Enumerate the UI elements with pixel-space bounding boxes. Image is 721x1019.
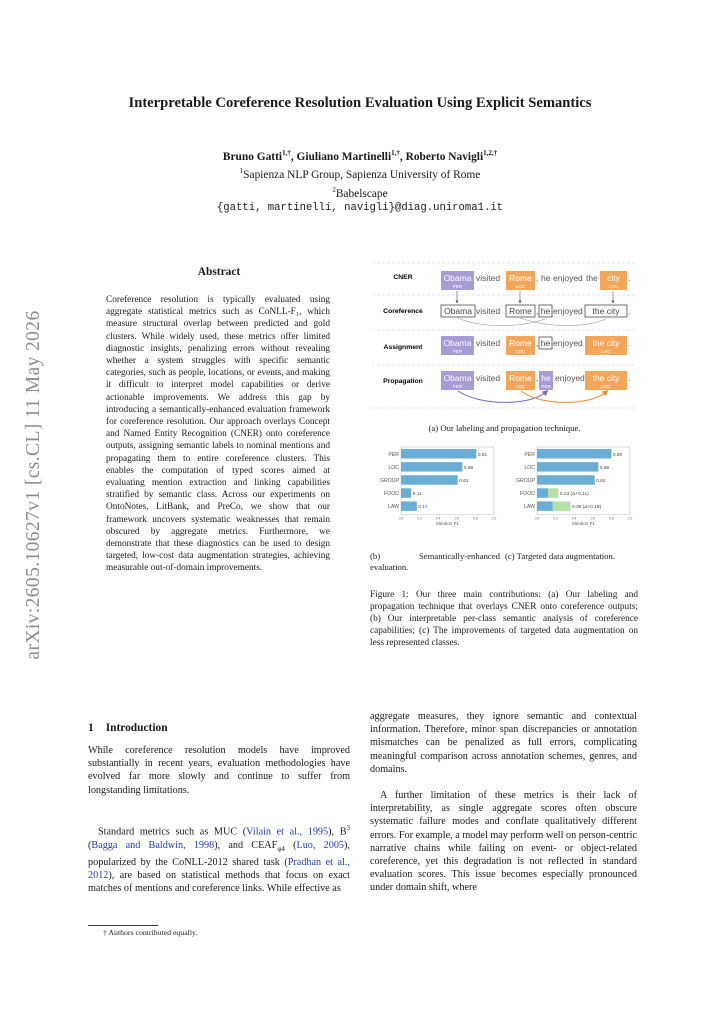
propagation-arrow-loc xyxy=(521,391,606,402)
row-label-assignment: Assignment xyxy=(383,344,423,351)
author-name: Roberto Navigli xyxy=(405,150,484,163)
author-block xyxy=(60,146,660,216)
right-column-paragraph-1: aggregate measures, they ignore semantic and contextual information. Therefore, minor span discrepancies or annotation mismatches can be penalized as full errors, complicating meaningful comparison across annotation schemes, genres, and domains. xyxy=(370,711,637,775)
svg-text:Rome: Rome xyxy=(509,338,532,348)
svg-text:Rome: Rome xyxy=(509,306,532,316)
svg-text:the: the xyxy=(586,273,598,283)
svg-text:enjoyed: enjoyed xyxy=(553,273,583,283)
svg-text:PER: PER xyxy=(452,384,463,389)
bar xyxy=(537,462,598,472)
svg-text:Rome: Rome xyxy=(509,273,532,283)
x-axis-label: Mention F1 xyxy=(436,521,459,526)
citation-link[interactable]: Pradhan et al., 2012 xyxy=(88,856,350,882)
svg-text:,: , xyxy=(536,338,539,348)
author-names: Bruno Gatti$^{1,\dagger}$, Giuliano Martinelli$^{1,\dagger}$, Roberto Navigli$^{1,2,\dagger}$ xyxy=(222,149,498,163)
bar xyxy=(537,475,595,485)
bar xyxy=(537,449,611,459)
bar xyxy=(401,449,476,459)
x-tick-label: 0.0 xyxy=(398,516,404,521)
svg-text:.: . xyxy=(628,273,631,283)
bar xyxy=(401,488,411,498)
affiliation-1: $^1$Sapienza NLP Group, Sapienza University of Rome xyxy=(239,167,481,182)
x-tick-label: 0.8 xyxy=(609,516,614,521)
citation-link[interactable]: Bagga and Baldwin, 1998 xyxy=(91,839,215,851)
category-label: GROUP xyxy=(379,478,399,485)
x-tick-label: 1.0 xyxy=(627,516,633,521)
data-label: 0.61 xyxy=(459,479,469,485)
right-column-paragraph-2: A further limitation of these metrics is their lack of interpretability, as single aggregate scores often obscure systematic failure modes and conflate qualitatively different errors. For example, a model may perform well on person-centric narrative chains while failing on event- or object-related coreference, yet this degradation is not reflected in standard evaluation scores. This issue becomes especially pronounced under domain shift, where xyxy=(370,790,637,894)
svg-text:LOC: LOC xyxy=(515,349,526,354)
author-name: Giuliano Martinelli xyxy=(296,150,392,163)
svg-text:visited: visited xyxy=(476,338,501,348)
chart-data-augmentation xyxy=(506,443,636,543)
section-heading: 1 Introduction xyxy=(88,722,168,734)
data-label: 0.66 xyxy=(463,465,474,471)
x-tick-label: 1.0 xyxy=(491,516,497,521)
propagation-arrow-per xyxy=(458,391,546,402)
category-label: PER xyxy=(524,451,535,458)
author-name: Bruno Gatti xyxy=(222,150,283,163)
svg-text:enjoyed: enjoyed xyxy=(555,373,585,383)
svg-text:visited: visited xyxy=(476,306,501,316)
x-axis-label: Mention F1 xyxy=(572,521,595,526)
x-tick-label: 0.0 xyxy=(534,516,540,521)
arxiv-stamp xyxy=(10,290,60,680)
data-label: 0.17 xyxy=(418,505,428,511)
svg-text:enjoyed: enjoyed xyxy=(553,338,583,348)
category-label: LOC xyxy=(524,464,535,471)
data-label: 0.66 xyxy=(599,465,610,471)
figure-1b-caption: (b) Semantically-enhanced evaluation. xyxy=(370,551,500,572)
category-label: FOOD xyxy=(384,491,399,498)
bar xyxy=(401,475,458,485)
x-tick-label: 0.6 xyxy=(454,516,460,521)
svg-text:the city: the city xyxy=(592,306,620,316)
paper-title: Interpretable Coreference Resolution Evaluation Using Explicit Semantics xyxy=(128,95,592,111)
figure-1a-caption: (a) Our labeling and propagation technique. xyxy=(428,423,581,433)
svg-text:.: . xyxy=(628,306,631,316)
figure-1c-caption: (c) Targeted data augmentation. xyxy=(505,551,616,561)
svg-text:PER: PER xyxy=(452,284,463,289)
svg-text:PER: PER xyxy=(541,384,551,389)
svg-text:LOC: LOC xyxy=(515,284,526,289)
data-label: 0.23 (Δ+0.11) xyxy=(559,492,589,498)
x-tick-label: 0.8 xyxy=(473,516,478,521)
svg-text:LOC: LOC xyxy=(601,384,611,389)
x-tick-label: 0.4 xyxy=(435,516,441,521)
svg-text:he: he xyxy=(541,373,551,383)
category-label: LAW xyxy=(387,504,399,511)
abstract-heading: Abstract xyxy=(197,266,241,278)
row-label-coreference: Coreference xyxy=(383,308,423,315)
x-tick-label: 0.2 xyxy=(553,516,558,521)
footnote: † Authors contributed equally. xyxy=(103,928,198,937)
bar xyxy=(537,501,553,511)
svg-text:the city: the city xyxy=(592,338,620,348)
svg-text:,: , xyxy=(536,306,539,316)
svg-text:he: he xyxy=(540,338,551,348)
figure-1a-diagram xyxy=(370,262,639,412)
category-label: LAW xyxy=(523,504,535,511)
citation-link[interactable]: Vilain et al., 1995 xyxy=(246,826,329,838)
bar xyxy=(401,501,417,511)
x-tick-label: 0.4 xyxy=(571,516,577,521)
augmentation-bar xyxy=(548,488,558,498)
svg-text:enjoyed: enjoyed xyxy=(553,306,583,316)
intro-paragraph-2: Standard metrics such as MUC (Vilain et al., 1995), $B^3$ (Bagga and Baldwin, 1998), and $CEAF_{\varphi 4}$ (Luo, 2005), popularized by the CoNLL-2012 shared task (Pradhan et al., 2012), are based on statistical methods that focus on exact matches of mentions and coreference links. While effective as xyxy=(88,824,350,895)
svg-text:,: , xyxy=(536,273,539,283)
bar xyxy=(537,488,548,498)
author-email: {gatti, martinelli, navigli}@diag.uniroma1.it xyxy=(216,202,504,215)
svg-text:he: he xyxy=(540,306,551,316)
data-label: 0.36 (Δ+0.19) xyxy=(571,505,602,511)
data-label: 0.80 xyxy=(612,452,623,458)
svg-text:city: city xyxy=(607,273,620,283)
arxiv-identifier: arXiv:2605.10627v1 [cs.CL] 11 May 2026 xyxy=(23,310,44,660)
data-label: 0.62 xyxy=(596,479,606,485)
svg-text:,: , xyxy=(536,373,539,383)
svg-text:.: . xyxy=(628,373,631,383)
footnote-rule xyxy=(88,925,158,926)
chart-semantic-evaluation xyxy=(370,443,500,543)
x-tick-label: 0.2 xyxy=(417,516,422,521)
svg-text:.: . xyxy=(628,338,631,348)
svg-text:he: he xyxy=(541,273,551,283)
category-label: FOOD xyxy=(520,491,535,498)
svg-text:visited: visited xyxy=(476,273,501,283)
citation-link[interactable]: Luo, 2005 xyxy=(296,839,345,851)
svg-text:LOC: LOC xyxy=(515,384,526,389)
svg-text:visited: visited xyxy=(476,373,501,383)
data-label: 0.81 xyxy=(477,452,488,458)
svg-text:Rome: Rome xyxy=(509,373,532,383)
svg-text:Obama: Obama xyxy=(444,306,472,316)
figure-1-caption: Figure 1: Our three main contributions: (a) Our labeling and propagation technique that overlays CNER onto coreference outputs; (b) Our interpretable per-class semantic analysis of coreference capabilities; (c) The improvements of targeted data augmentation on less represented classes. xyxy=(370,590,638,649)
category-label: LOC xyxy=(388,464,399,471)
affiliation-2: $^2$Babelscape xyxy=(332,185,388,200)
bar xyxy=(401,462,462,472)
svg-text:Obama: Obama xyxy=(443,273,472,283)
x-tick-label: 0.6 xyxy=(590,516,596,521)
row-label-cner: CNER xyxy=(393,274,413,281)
svg-text:Obama: Obama xyxy=(443,373,472,383)
svg-text:LOC: LOC xyxy=(608,284,619,289)
row-label-propagation: Propagation xyxy=(383,378,423,385)
data-label: 0.11 xyxy=(412,492,422,498)
svg-text:Obama: Obama xyxy=(443,338,472,348)
intro-paragraph-1: While coreference resolution models have improved substantially in recent years, evaluation methodologies have evolved far more slowly and continue to suffer from longstanding limitations. xyxy=(88,745,350,796)
category-label: GROUP xyxy=(515,478,535,485)
category-label: PER xyxy=(388,451,399,458)
svg-text:the city: the city xyxy=(592,373,620,383)
augmentation-bar xyxy=(553,501,571,511)
abstract-text: Coreference resolution is typically evaluated using aggregate statistical metrics such as CoNLL-F₁, which measure structural overlap between predicted and gold clusters. While widely used, these metrics offer limited diagnostic insights, penalizing errors without revealing whether a system struggles with specific semantic categories, such as people, locations, or events, and making it difficult to interpret model capabilities or derive actionable improvements. We address this gap by introducing a semantically-enhanced evaluation framework for coreference resolution. Our approach overlays Concept and Named Entity Recognition (CNER) onto coreference outputs, assigning semantic labels to nominal mentions and propagating them to entire coreference clusters. This enables the computation of typed scores aimed at evaluating mention extraction and linking capabilities stratified by semantic class. Across our experiments on OntoNotes, LitBank, and PreCo, we show that our framework uncovers systematic weaknesses that remain obscured by aggregate metrics. Furthermore, we demonstrate that these diagnostics can be used to design targeted, low-cost data augmentation strategies, achieving measurable out-of-domain improvements. xyxy=(106,295,330,574)
svg-text:PER: PER xyxy=(452,349,463,354)
svg-text:LOC: LOC xyxy=(601,349,611,354)
